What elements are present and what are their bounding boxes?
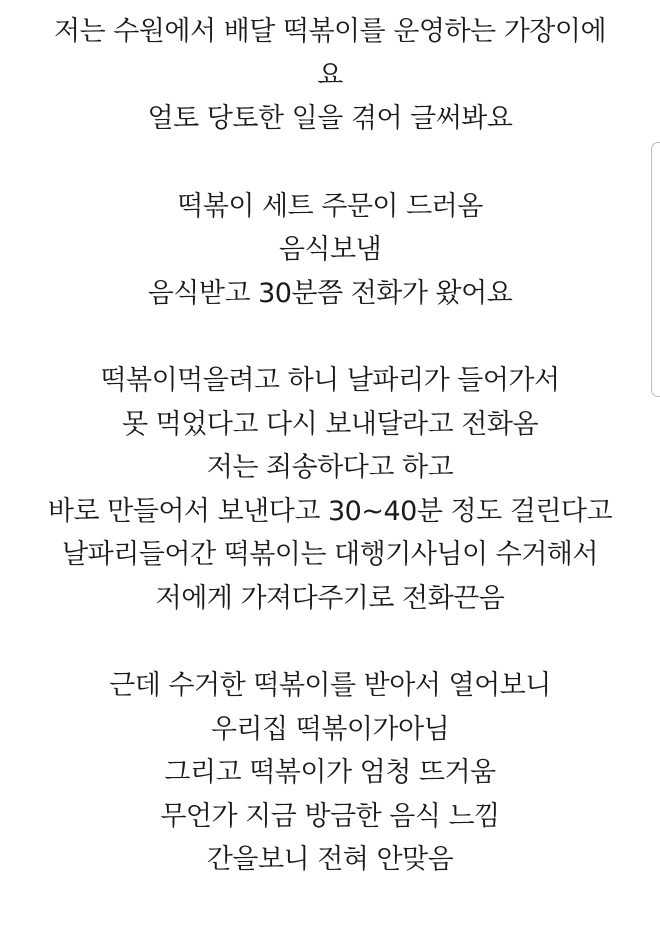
text-line: 근데 수거한 떡볶이를 받아서 열어보니: [109, 670, 551, 701]
scrollbar[interactable]: [651, 142, 660, 397]
text-line: 떡볶이먹을려고 하니 날파리가 들어가서: [100, 365, 560, 396]
text-line: 요: [317, 59, 343, 91]
text-line: 얼토 당토한 일을 겪어 글써봐요: [147, 103, 513, 134]
paragraph: [0, 185, 660, 316]
paragraph: [0, 359, 660, 620]
text-line: 저는 죄송하다고 하고: [206, 452, 454, 483]
text-line: 바로 만들어서 보낸다고 30~40분 정도 걸린다고: [47, 495, 613, 527]
text-line: 저는 수원에서 배달 떡볶이를 운영하는 가장이에: [53, 16, 607, 47]
text-line: 날파리들어간 떡볶이는 대행기사님이 수거해서: [62, 539, 598, 570]
text-line: 못 먹었다고 다시 보내달라고 전화옴: [121, 408, 539, 440]
paragraph: [0, 10, 660, 141]
text-line: 우리집 떡볶이가아님: [210, 713, 450, 745]
text-line: 그리고 떡볶이가 엄청 뜨거움: [164, 757, 496, 788]
paragraph: [0, 664, 660, 882]
text-line: 음식받고 30분쯤 전화가 왔어요: [147, 277, 513, 309]
text-line: 음식보냄: [278, 234, 382, 265]
text-line: 무언가 지금 방금한 음식 느낌: [160, 800, 500, 832]
text-line: 간을보니 전혀 안맞음: [206, 844, 454, 875]
text-line: 떡볶이 세트 주문이 드러옴: [177, 190, 483, 222]
text-line: 저에게 가져다주기로 전화끈음: [155, 582, 505, 614]
